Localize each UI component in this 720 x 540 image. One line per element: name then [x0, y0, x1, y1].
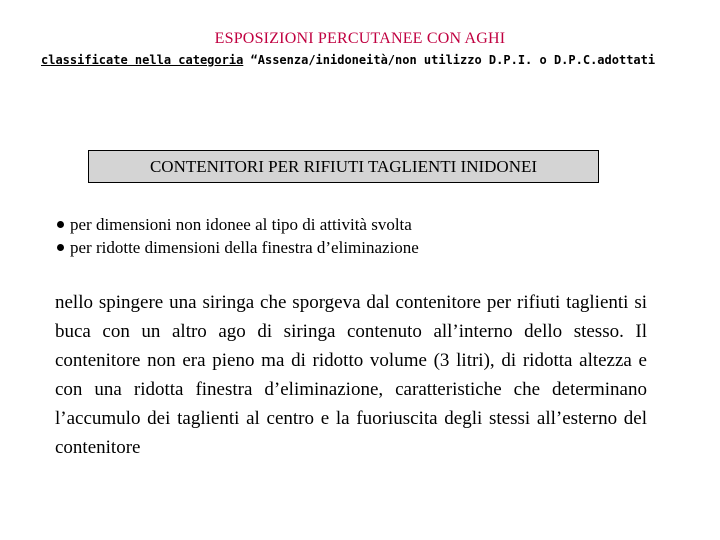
bullet-item	[55, 213, 419, 236]
bullet-list	[55, 213, 419, 259]
description-paragraph: nello spingere una siringa che sporgeva dal contenitore per rifiuti taglienti si buca con un altro ago di siringa contenuto all’interno dello stesso. Il contenitore non era pieno ma di ridotto volume (3 litri), di ridotta altezza e con una ridotta finestra d’eliminazione, caratteristiche che determinano l’accumulo dei taglienti al centro e la fuoriuscita degli stessi all’esterno del contenitore	[55, 292, 647, 458]
section-heading-box	[88, 150, 599, 183]
subtitle-category-label: classificate nella categoria	[41, 53, 244, 67]
section-heading-label: CONTENITORI PER RIFIUTI TAGLIENTI INIDONEI	[149, 156, 538, 176]
page-title: ESPOSIZIONI PERCUTANEE CON AGHI	[214, 30, 506, 47]
subtitle-category-text: “Assenza/inidoneità/non utilizzo D.P.I. o D.P.C.adottati	[243, 53, 656, 67]
bullet-item	[55, 236, 419, 259]
bullet-text: per dimensioni non idonee al tipo di attività svolta	[70, 214, 412, 234]
page-subtitle	[41, 53, 713, 67]
bullet-dot-icon	[57, 221, 64, 228]
bullet-text: per ridotte dimensioni della finestra d’eliminazione	[70, 237, 419, 257]
bullet-dot-icon	[57, 244, 64, 251]
